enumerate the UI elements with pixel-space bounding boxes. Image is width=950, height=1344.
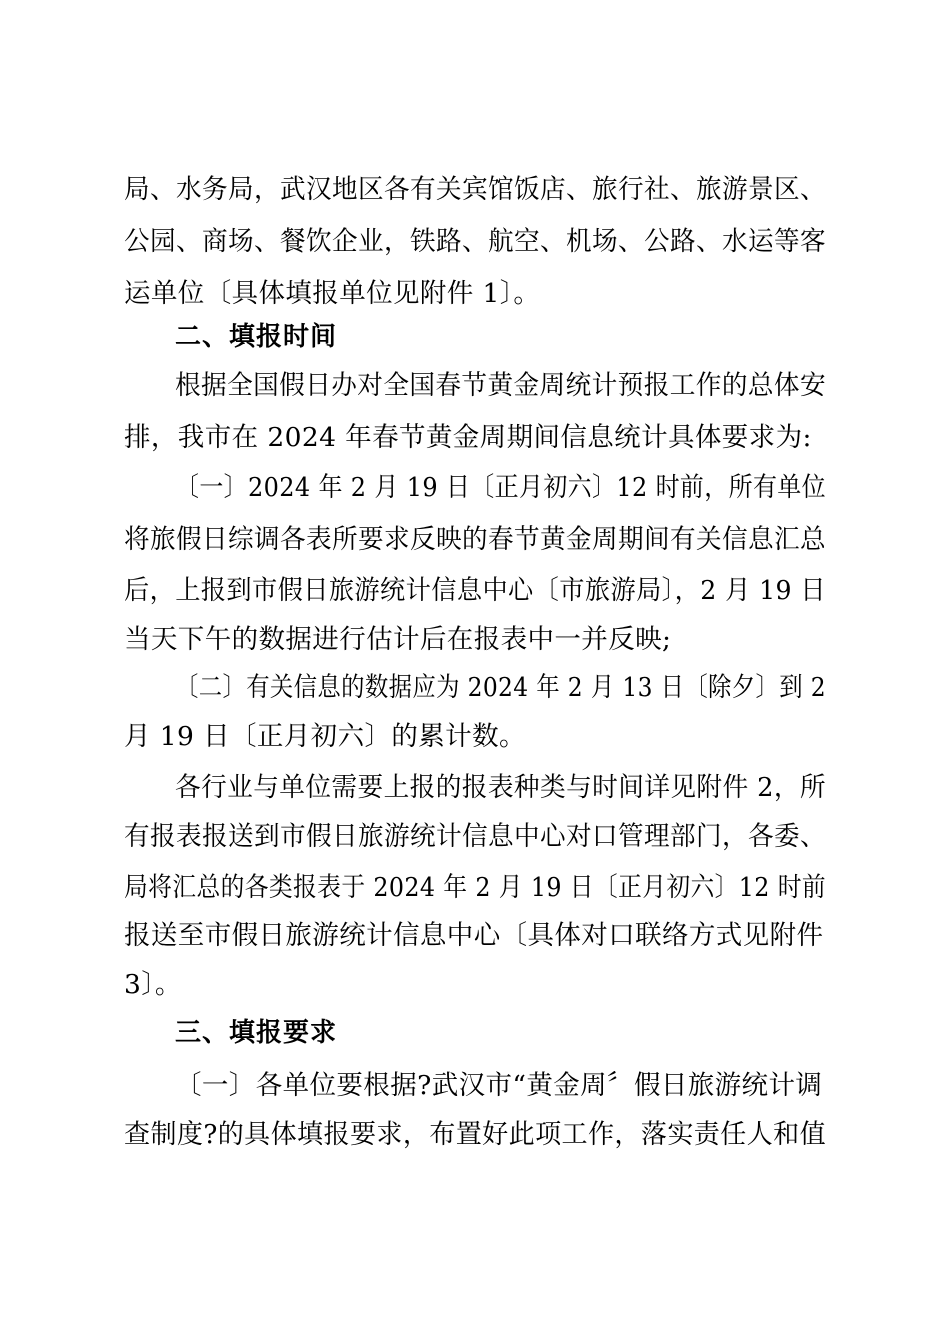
body-line	[0, 661, 950, 715]
body-text: 当天下午的数据进行估计后在报表中一并反映;	[124, 624, 672, 655]
body-line	[0, 861, 950, 915]
body-text: 报送至市假日旅游统计信息中心〔具体对口联络方式见附件	[124, 920, 824, 951]
body-text: 3〕。	[124, 969, 182, 1000]
body-line	[0, 461, 950, 515]
body-line	[0, 1059, 950, 1113]
body-line	[0, 909, 950, 963]
body-text: 运单位〔具体填报单位见附件 1〕。	[124, 278, 541, 309]
body-line	[0, 359, 950, 413]
body-text: 根据全国假日办对全国春节黄金周统计预报工作的总体安	[175, 370, 826, 401]
body-text: 〔一〕各单位要根据?武汉市“黄金周〞假日旅游统计调	[175, 1070, 823, 1101]
body-line	[0, 411, 950, 465]
body-text: 排，我市在 2024 年春节黄金周期间信息统计具体要求为:	[124, 422, 812, 453]
body-line	[0, 710, 950, 764]
body-text: 局、水务局，武汉地区各有关宾馆饭店、旅行社、旅游景区、	[124, 174, 826, 205]
body-line	[0, 215, 950, 269]
body-text: 公园、商场、餐饮企业，铁路、航空、机场、公路、水运等客	[124, 226, 826, 257]
body-line	[0, 163, 950, 217]
body-line	[0, 958, 950, 1012]
body-text: 各行业与单位需要上报的报表种类与时间详见附件 2，所	[175, 772, 826, 803]
body-line	[0, 613, 950, 667]
body-text: 〔二〕有关信息的数据应为 2024 年 2 月 13 日〔除夕〕到 2	[175, 672, 827, 703]
section-heading-text: 三、填报要求	[175, 1018, 338, 1048]
body-line	[0, 564, 950, 618]
body-text: 〔一〕2024 年 2 月 19 日〔正月初六〕12 时前，所有单位	[175, 472, 826, 503]
body-line	[0, 810, 950, 864]
body-text: 查制度?的具体填报要求，布置好此项工作，落实责任人和值	[124, 1119, 827, 1150]
section-heading-text: 二、填报时间	[175, 322, 338, 352]
section-heading	[0, 1006, 950, 1060]
body-line	[0, 761, 950, 815]
body-line	[0, 1108, 950, 1162]
body-text: 局将汇总的各类报表于 2024 年 2 月 19 日〔正月初六〕12 时前	[124, 872, 827, 903]
body-text: 将旅假日综调各表所要求反映的春节黄金周期间有关信息汇总	[124, 524, 826, 555]
section-heading	[0, 310, 950, 364]
body-text: 有报表报送到市假日旅游统计信息中心对口管理部门，各委、	[124, 821, 826, 852]
body-text: 月 19 日〔正月初六〕的累计数。	[124, 721, 526, 752]
body-text: 后，上报到市假日旅游统计信息中心〔市旅游局〕，2 月 19 日	[124, 575, 826, 606]
body-line	[0, 513, 950, 567]
